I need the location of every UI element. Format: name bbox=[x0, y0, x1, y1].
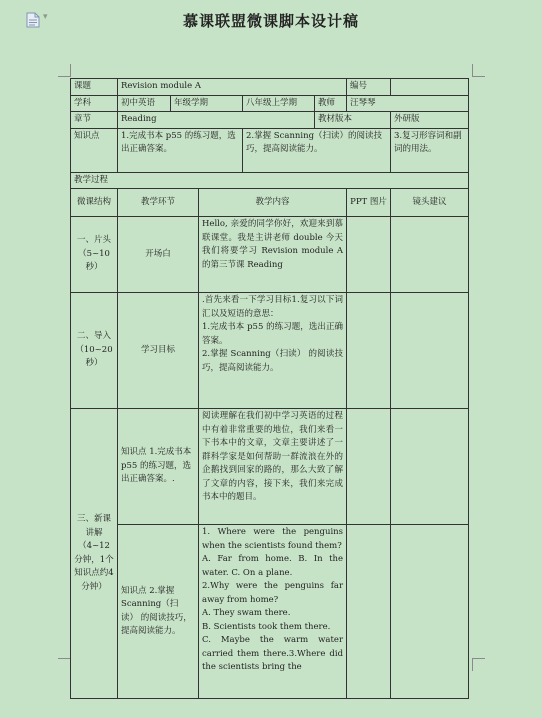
edition-value: 外研版 bbox=[391, 112, 469, 129]
teacher-label: 教师 bbox=[315, 95, 347, 112]
col-header-step: 教学环节 bbox=[118, 189, 199, 217]
intro-content: Hello, 亲爱的同学你好，欢迎来到慕联课堂。我是主讲老师 double 今天我们将要学习 Revision module A 的第三节课 Reading bbox=[199, 217, 347, 293]
lead-in-step: 学习目标 bbox=[118, 293, 199, 409]
knowledge-ppt-2 bbox=[347, 525, 391, 699]
number-label: 编号 bbox=[347, 79, 391, 96]
edition-label: 教材版本 bbox=[315, 112, 391, 129]
question-2-option-a: A. They swam there. bbox=[202, 608, 291, 618]
knowledge-content-1: 阅读理解在我们初中学习英语的过程中有着非常重要的地位，我们来看一下书本中的文章，文章主要讲述了一群科学家是如何帮助一群流浪在外的企鹅找到回家的路的，那么大致了解了文章的内容，接下来，我们来完成书本中的题目。 bbox=[199, 409, 347, 525]
points-label: 知识点 bbox=[71, 128, 118, 172]
process-label: 教学过程 bbox=[71, 172, 469, 189]
knowledge-camera-2 bbox=[391, 525, 469, 699]
lead-in-line-3: 2.掌握 Scanning（扫读） 的阅读技巧，提高阅读能力。 bbox=[202, 349, 344, 373]
knowledge-camera-1 bbox=[391, 409, 469, 525]
intro-camera bbox=[391, 217, 469, 293]
question-1: 1. Where were the penguins when the scientists found them? bbox=[202, 527, 344, 551]
section-label: 章节 bbox=[71, 112, 118, 129]
lead-in-line-1: .首先来看一下学习目标1.复习以下词汇以及短语的意思： bbox=[202, 295, 344, 319]
intro-ppt bbox=[347, 217, 391, 293]
grade-value: 八年级上学期 bbox=[243, 95, 315, 112]
teacher-value: 汪琴琴 bbox=[347, 95, 469, 112]
knowledge-point-1: 1.完成书本 p55 的练习题，选出正确答案。 bbox=[118, 128, 243, 172]
grade-label: 年级学期 bbox=[171, 95, 243, 112]
subject-value: 初中英语 bbox=[118, 95, 171, 112]
course-label: 课题 bbox=[71, 79, 118, 96]
col-header-camera: 镜头建议 bbox=[391, 189, 469, 217]
crop-mark-bottom-right bbox=[472, 658, 485, 671]
course-value: Revision module A bbox=[118, 79, 347, 96]
crop-mark-top-right bbox=[472, 64, 485, 77]
knowledge-ppt-1 bbox=[347, 409, 391, 525]
script-design-table bbox=[70, 78, 469, 699]
question-2-option-b: B. Scientists took them there. bbox=[202, 621, 331, 632]
question-2: 2.Why were the penguins far away from home? bbox=[202, 581, 344, 605]
knowledge-content-2 bbox=[199, 525, 347, 699]
crop-mark-top-left bbox=[58, 64, 71, 77]
knowledge-point-2: 2.掌握 Scanning（扫读）的阅读技巧，提高阅读能力。 bbox=[243, 128, 391, 172]
knowledge-point-3: 3.复习形容词和副词的用法。 bbox=[391, 128, 469, 172]
intro-structure: 一、片头（5~10秒） bbox=[71, 217, 118, 293]
chevron-down-icon[interactable]: ▾ bbox=[43, 12, 48, 22]
lead-in-line-2: 1.完成书本 p55 的练习题，选出正确答案。 bbox=[202, 322, 344, 346]
col-header-content: 教学内容 bbox=[199, 189, 347, 217]
lead-in-structure: 二、导入（10~20秒） bbox=[71, 293, 118, 409]
intro-step: 开场白 bbox=[118, 217, 199, 293]
col-header-ppt: PPT 图片 bbox=[347, 189, 391, 217]
knowledge-step-2: 知识点 2.掌握 Scanning（扫读） 的阅读技巧，提高阅读能力。 bbox=[118, 525, 199, 699]
new-lesson-structure: 三、新课讲解（4~12分钟，1个知识点约4分钟） bbox=[71, 409, 118, 699]
subject-label: 学科 bbox=[71, 95, 118, 112]
col-header-structure: 微课结构 bbox=[71, 189, 118, 217]
number-value bbox=[391, 79, 469, 96]
question-1-options: A. Far from home. B. In the water. C. On a plane. bbox=[202, 554, 344, 578]
lead-in-content bbox=[199, 293, 347, 409]
question-2-option-c: C. Maybe the warm water carried them there.3.Where did the scientists bring the bbox=[202, 635, 344, 672]
lead-in-ppt bbox=[347, 293, 391, 409]
section-value: Reading bbox=[118, 112, 315, 129]
page-title: 慕课联盟微课脚本设计稿 bbox=[182, 12, 359, 30]
lead-in-camera bbox=[391, 293, 469, 409]
knowledge-step-1: 知识点 1.完成书本 p55 的练习题，选出正确答案。. bbox=[118, 409, 199, 525]
